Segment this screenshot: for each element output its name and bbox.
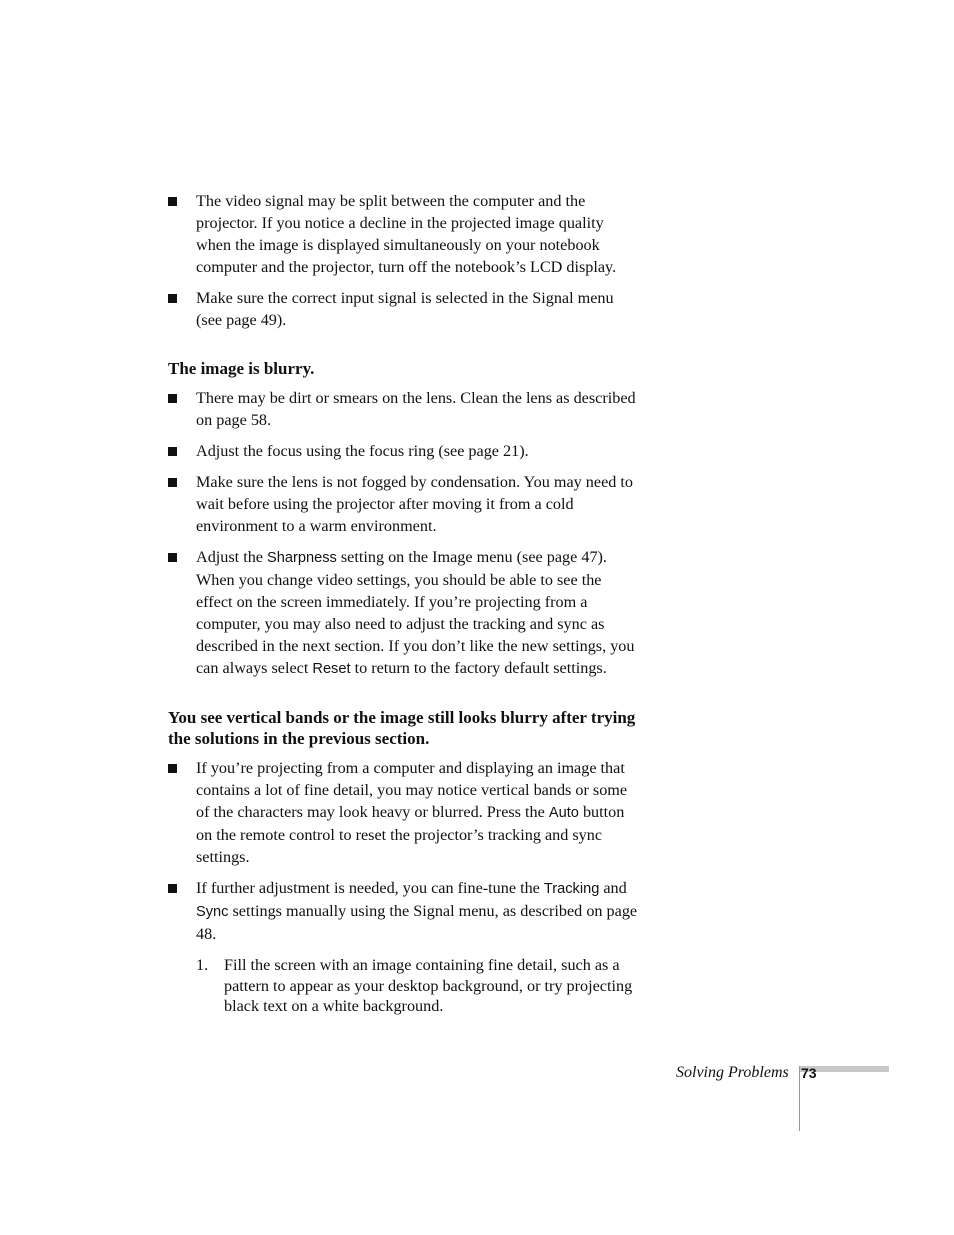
bullet-text [196,759,627,866]
text-run: setting on the Image menu (see page 47). When you change video settings, you should be able to see the effect on the screen immediately. If you’re projecting from a computer, you may also need to adjust the tracking and sync as described in the next section. If you don’t like the new settings, you can always select [196,548,635,677]
text-run: to return to the factory default settings. [350,659,607,677]
bullet-text [196,548,634,677]
text-run: If you’re projecting from a computer and displaying an image that contains a lot of fine detail, you may notice vertical bands or some of the characters may look heavy or blurred. Press the [196,759,628,821]
list-item [168,877,638,945]
menu-term: Sync [196,904,229,920]
bullet-text: Adjust the focus using the focus ring (see page 21). [196,442,529,460]
text-run: and [599,879,627,897]
square-bullet-icon [168,294,177,303]
square-bullet-icon [168,394,177,403]
section-heading: You see vertical bands or the image still looks blurry after trying the solutions in the previous section. [168,708,636,748]
list-item [168,287,638,331]
bullet-text: Make sure the lens is not fogged by condensation. You may need to wait before using the projector after moving it from a cold environment to a warm environment. [196,473,633,535]
step-number: 1. [196,956,209,974]
list-item [168,190,638,278]
square-bullet-icon [168,764,177,773]
text-run: button on the remote control to reset the projector’s tracking and sync settings. [196,803,625,866]
text-run: If further adjustment is needed, you can fine-tune the [196,879,544,897]
square-bullet-icon [168,553,177,562]
numbered-step [168,955,638,1017]
text-run: settings manually using the Signal menu, as described on page 48. [196,902,638,943]
page-content [168,190,638,1017]
bullet-text: There may be dirt or smears on the lens. Clean the lens as described on page 58. [196,389,636,429]
square-bullet-icon [168,478,177,487]
list-item [168,546,638,680]
square-bullet-icon [168,884,177,893]
footer-divider [799,1066,800,1131]
square-bullet-icon [168,447,177,456]
menu-term: Sharpness [267,550,337,566]
list-item [168,471,638,537]
text-run: Adjust the [196,548,268,566]
menu-term: Reset [312,661,351,677]
section-heading: The image is blurry. [168,359,315,378]
bullet-text: The video signal may be split between the computer and the projector. If you notice a decline in the projected image quality when the image is displayed simultaneously on your notebook computer and the projector, turn off the notebook’s LCD display. [196,192,617,276]
bullet-text: Make sure the correct input signal is selected in the Signal menu (see page 49). [196,289,614,329]
list-item [168,440,638,462]
step-text: Fill the screen with an image containing fine detail, such as a pattern to appear as your desktop background, or try projecting black text on a white background. [224,956,633,1015]
list-item [168,757,638,868]
menu-term: Tracking [543,881,600,897]
square-bullet-icon [168,197,177,206]
button-term: Auto [548,805,579,821]
footer-section-title: Solving Problems [676,1064,789,1081]
page-number: 73 [801,1065,817,1081]
list-item [168,387,638,431]
bullet-text [196,879,637,943]
